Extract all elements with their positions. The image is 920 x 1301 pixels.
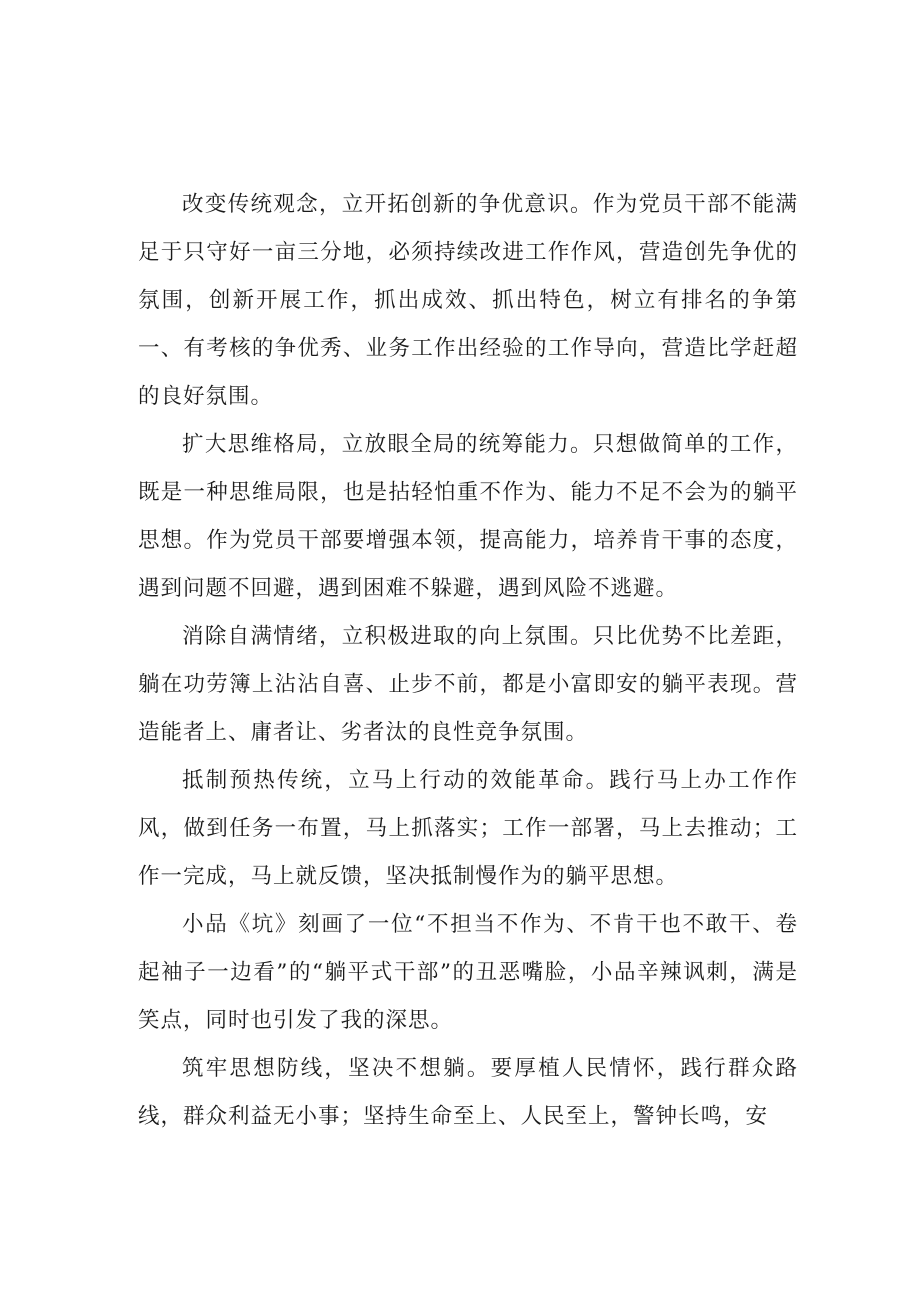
paragraph-2: 扩大思维格局，立放眼全局的统筹能力。只想做简单的工作，既是一种思维局限，也是拈轻怕重不作为、能力不足不会为的躺平思想。作为党员干部要增强本领，提高能力，培养肯干事的态度，遇到问题不回避，遇到困难不躲避，遇到风险不逃避。 bbox=[138, 432, 798, 601]
paragraph-6: 筑牢思想防线，坚决不想躺。要厚植人民情怀，践行群众路线，群众利益无小事；坚持生命至上、人民至上，警钟长鸣，安 bbox=[138, 1056, 798, 1129]
document-body bbox=[138, 181, 798, 1141]
paragraph-1: 改变传统观念，立开拓创新的争优意识。作为党员干部不能满足于只守好一亩三分地，必须持续改进工作作风，营造创先争优的氛围，创新开展工作，抓出成效、抓出特色，树立有排名的争第一、有考核的争优秀、业务工作出经验的工作导向，营造比学赶超的良好氛围。 bbox=[138, 192, 798, 409]
paragraph-3: 消除自满情绪，立积极进取的向上氛围。只比优势不比差距，躺在功劳簿上沾沾自喜、止步不前，都是小富即安的躺平表现。营造能者上、庸者让、劣者汰的良性竞争氛围。 bbox=[138, 624, 798, 745]
paragraph-5: 小品《坑》刻画了一位“不担当不作为、不肯干也不敢干、卷起袖子一边看”的“躺平式干部”的丑恶嘴脸，小品辛辣讽刺，满是笑点，同时也引发了我的深思。 bbox=[138, 912, 798, 1033]
paragraph-4: 抵制预热传统，立马上行动的效能革命。践行马上办工作作风，做到任务一布置，马上抓落实；工作一部署，马上去推动；工作一完成，马上就反馈，坚决抵制慢作为的躺平思想。 bbox=[138, 768, 798, 889]
